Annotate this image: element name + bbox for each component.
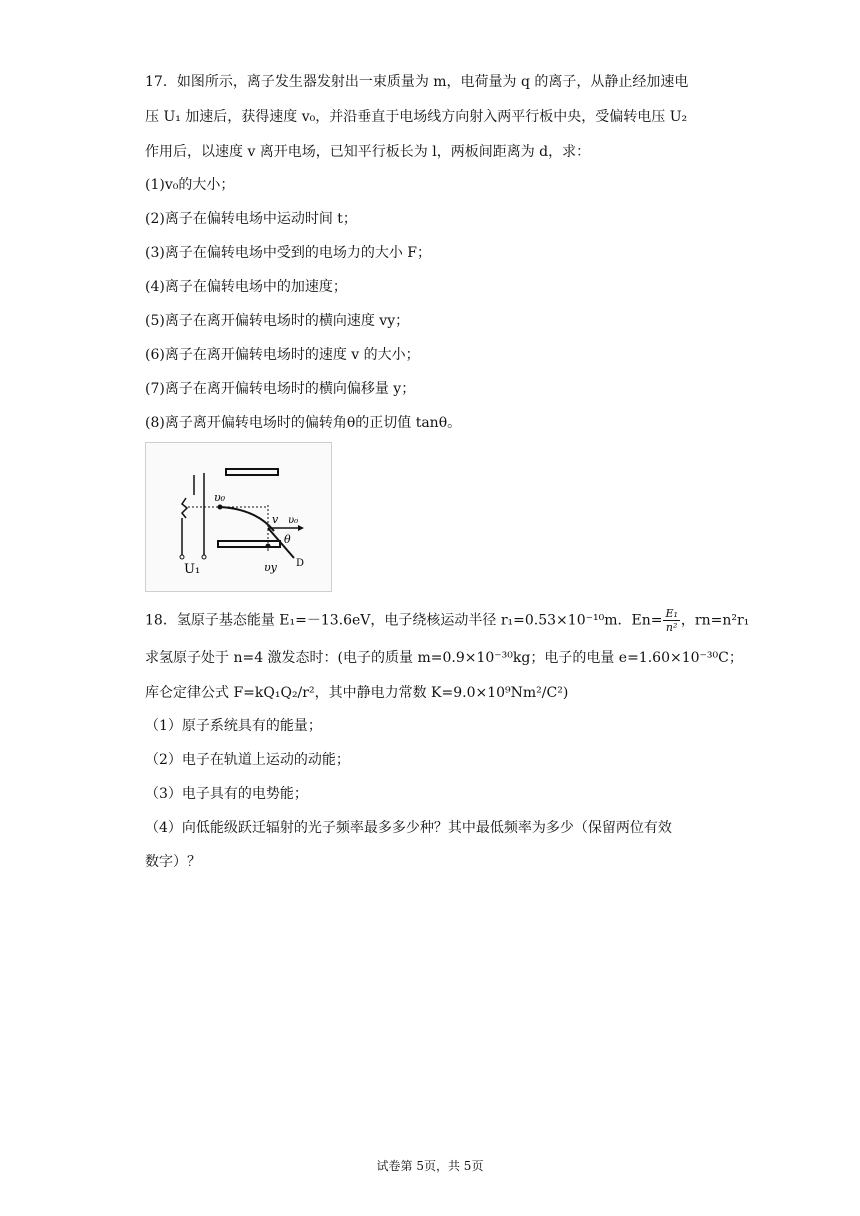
q17-item-4: (4)离子在偏转电场中的加速度； — [145, 279, 347, 295]
q18-item-4: （4）向低能级跃迁辐射的光子频率最多多少种？其中最低频率为多少（保留两位有效 — [145, 820, 672, 836]
fraction-denominator: n² — [665, 621, 678, 634]
q18-item-1: （1）原子系统具有的能量； — [145, 718, 322, 734]
q18-item-2: （2）电子在轨道上运动的动能； — [145, 752, 350, 768]
q18-line2: 求氢原子处于 n=4 激发态时：(电子的质量 m=0.9×10⁻³⁰kg；电子的电量 e=1.60×10⁻³⁰C； — [145, 650, 743, 666]
q18-item-3: （3）电子具有的电势能； — [145, 786, 308, 802]
q17-line2: 压 U₁ 加速后，获得速度 v₀，并沿垂直于电场线方向射入两平行板中央，受偏转电压 U₂ — [145, 109, 688, 125]
q17-item-8: (8)离子离开偏转电场时的偏转角θ的正切值 tanθ。 — [145, 415, 462, 431]
terminal-right — [202, 555, 206, 559]
upper-plate — [226, 469, 278, 475]
page-footer: 试卷第 5页，共 5页 — [376, 1159, 484, 1173]
q18-line3: 库仑定律公式 F=kQ₁Q₂/r²，其中静电力常数 K=9.0×10⁹Nm²/C²) — [145, 685, 569, 701]
entry-point — [218, 505, 223, 510]
q18-item-5: 数字）？ — [145, 854, 201, 870]
q17-line1: 17．如图所示，离子发生器发射出一束质量为 m，电荷量为 q 的离子，从静止经加速电 — [145, 74, 689, 90]
fraction-numerator: E₁ — [665, 607, 678, 620]
q17-item-3: (3)离子在偏转电场中受到的电场力的大小 F； — [145, 245, 431, 261]
q17-item-7: (7)离子在离开偏转电场时的横向偏移量 y； — [145, 381, 416, 397]
label-v0-top: υ₀ — [214, 491, 226, 504]
q18-line1 — [145, 607, 749, 634]
label-v: v — [272, 513, 279, 526]
label-vy: υy — [264, 561, 277, 574]
label-theta: θ — [284, 533, 291, 546]
terminal-left — [180, 555, 184, 559]
q17-item-6: (6)离子在离开偏转电场时的速度 v 的大小； — [145, 347, 420, 363]
ion-source — [182, 498, 187, 518]
q17-line3: 作用后，以速度 v 离开电场，已知平行板长为 l，两板间距离为 d，求： — [145, 144, 591, 160]
q17-item-1: (1)v₀的大小； — [145, 177, 235, 193]
v0-arrowhead — [298, 525, 304, 531]
trajectory — [220, 507, 274, 531]
q17-item-5: (5)离子在离开偏转电场时的横向速度 vy； — [145, 313, 410, 329]
deflection-diagram — [145, 442, 332, 592]
q17-item-2: (2)离子在偏转电场中运动时间 t； — [145, 211, 357, 227]
q18-line1-b: ，rn=n²r₁ — [680, 612, 750, 629]
exit-point — [266, 544, 271, 549]
lower-plate — [218, 541, 280, 547]
q18-line1-a: 18．氢原子基态能量 E₁=－13.6eV，电子绕核运动半径 r₁=0.53×10⁻¹⁰m．En= — [145, 612, 663, 629]
label-D: D — [296, 558, 305, 569]
deflection-diagram-svg — [146, 443, 331, 591]
energy-fraction — [663, 607, 679, 634]
label-v0-right: υ₀ — [288, 515, 299, 526]
label-U1: U₁ — [184, 562, 201, 577]
